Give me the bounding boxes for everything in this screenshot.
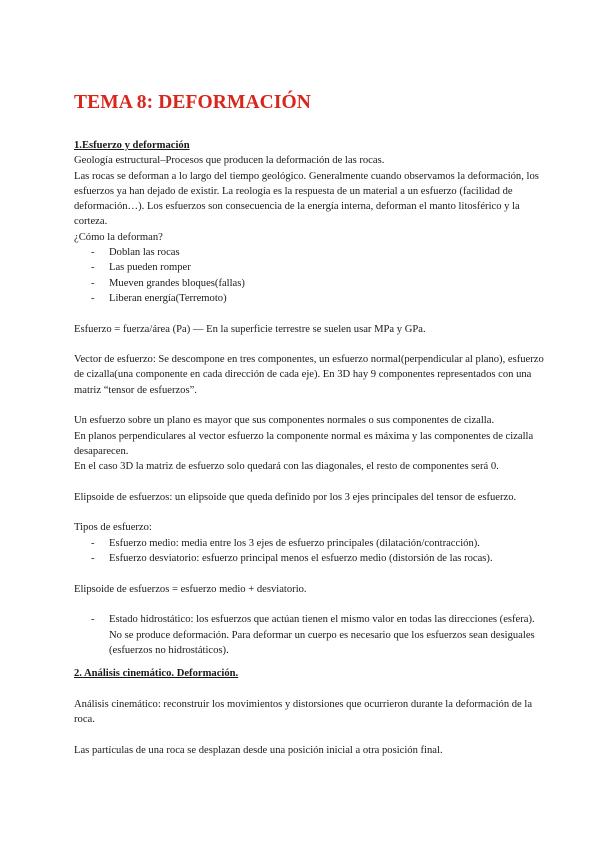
paragraph: Las partículas de una roca se desplazan desde una posición inicial a otra posición final. [74, 744, 443, 756]
list-item: - Las pueden romper [74, 260, 544, 275]
list-item: - Liberan energía(Terremoto) [74, 291, 544, 306]
section-1-heading: 1.Esfuerzo y deformación [74, 140, 190, 151]
list-item: - Esfuerzo medio: media entre los 3 ejes de esfuerzo principales (dilatación/contracción). [74, 536, 544, 551]
bullet-list [74, 612, 544, 658]
paragraph: Geología estructural–Procesos que producen la deformación de las rocas. [74, 155, 385, 167]
section-2-heading: 2. Análisis cinemático. Deformación. [74, 668, 239, 680]
paragraph: Elipsoide de esfuerzos: un elipsoide que queda definido por los 3 ejes principales del tensor de esfuerzo. [74, 491, 517, 503]
document-body [74, 138, 544, 758]
page-title: TEMA 8: DEFORMACIÓN [74, 92, 311, 113]
bullet-list [74, 536, 544, 567]
paragraph: Un esfuerzo sobre un plano es mayor que sus componentes normales o sus componentes de cizalla. [74, 415, 495, 427]
paragraph: En planos perpendiculares al vector esfuerzo la componente normal es máxima y las componentes de cizalla desaparecen. [74, 430, 534, 457]
paragraph: ¿Cómo la deforman? [74, 231, 163, 243]
list-item: - Esfuerzo desviatorio: esfuerzo principal menos el esfuerzo medio (distorsión de las rocas). [74, 551, 544, 566]
list-item: - Doblan las rocas [74, 245, 544, 260]
paragraph: Elipsoide de esfuerzos = esfuerzo medio + desviatorio. [74, 583, 307, 595]
list-item: - Estado hidrostático: los esfuerzos que actúan tienen el mismo valor en todas las direcciones (esfera). No se produce deformación. Para deformar un cuerpo es necesario que los esfuerzos sean desiguales (esfuerzos no hidrostáticos). [74, 612, 544, 658]
list-item: - Mueven grandes bloques(fallas) [74, 276, 544, 291]
paragraph: En el caso 3D la matriz de esfuerzo solo quedará con las diagonales, el resto de componentes será 0. [74, 461, 499, 473]
paragraph: Tipos de esfuerzo: [74, 522, 152, 534]
bullet-list [74, 245, 544, 306]
paragraph: Esfuerzo = fuerza/área (Pa) — En la superficie terrestre se suelen usar MPa y GPa. [74, 323, 426, 335]
paragraph: Vector de esfuerzo: Se descompone en tres componentes, un esfuerzo normal(perpendicular al plano), esfuerzo de cizalla(una componente en cada dirección de cada eje). En 3D hay 9 componentes representados con una matriz “tensor de esfuerzos”. [74, 354, 544, 396]
paragraph: Análisis cinemático: reconstruir los movimientos y distorsiones que ocurrieron durante la deformación de la roca. [74, 698, 533, 725]
paragraph: Las rocas se deforman a lo largo del tiempo geológico. Generalmente cuando observamos la deformación, los esfuerzos ya han dejado de existir. La reología es la respuesta de un material a un esfuerzo (facilidad de deformación…). Los esfuerzos son consecuencia de la energía interna, deforman el manto litosférico y la corteza. [74, 170, 539, 228]
